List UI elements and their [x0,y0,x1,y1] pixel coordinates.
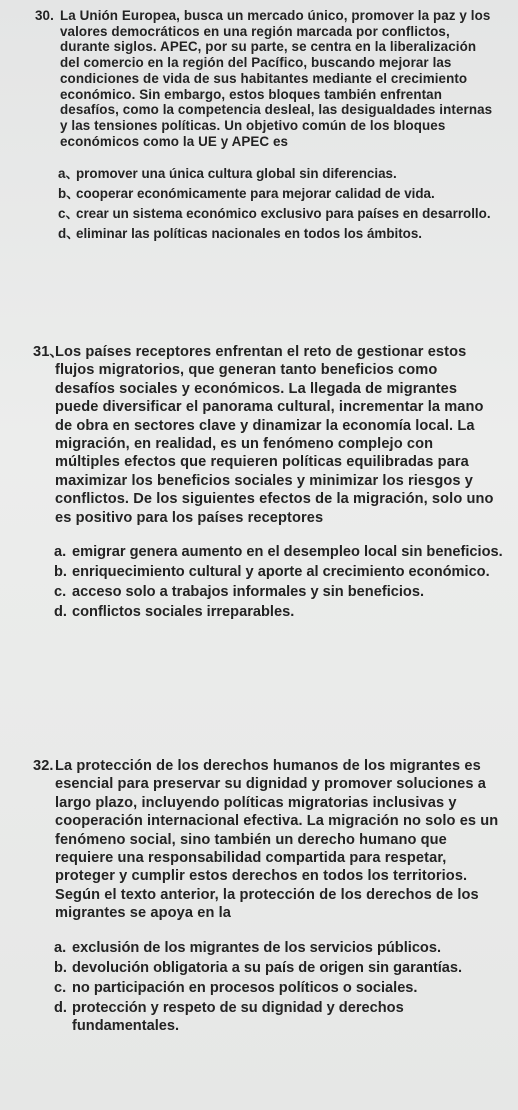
option-b[interactable] [54,959,504,977]
option-a[interactable] [54,543,504,561]
question-number: 30. [35,8,54,23]
option-text: eliminar las políticas nacionales en todos los ámbitos. [76,226,423,242]
option-text: cooperar económicamente para mejorar calidad de vida. [76,186,435,202]
option-d[interactable] [58,225,508,242]
question-number: 32. [33,758,54,774]
option-c[interactable] [54,583,504,601]
option-text: acceso solo a trabajos informales y sin beneficios. [72,584,425,601]
option-text: promover una única cultura global sin diferencias. [76,166,397,182]
options-list [54,543,504,621]
question-stem [33,757,500,923]
option-letter: d. [54,604,67,621]
question-30 [0,8,518,245]
option-letter: c. [54,979,67,996]
option-letter: a、 [58,166,79,182]
option-b[interactable] [54,563,504,581]
option-c[interactable] [58,205,508,222]
question-number: 31、 [33,344,65,360]
option-a[interactable] [58,165,508,182]
question-text: La protección de los derechos humanos de los migrantes es esencial para preservar su dignidad y promover soluciones a largo plazo, incluyendo políticas migratorias inclusivas y cooperación internacional efectiva. La migración no solo es un fenómeno social, sino también un derecho humano que requiere una responsabilidad compartida para respetar, proteger y cumplir estos derechos en todos los territorios. Según el texto anterior, la protección de los derechos de los migrantes se apoya en la [55,758,499,922]
option-text: crear un sistema económico exclusivo para países en desarrollo. [76,206,491,222]
question-31 [0,343,518,623]
option-text: exclusión de los migrantes de los servicios públicos. [72,939,442,956]
option-letter: d、 [58,226,80,242]
option-text: no participación en procesos políticos o sociales. [72,979,418,996]
option-text: conflictos sociales irreparables. [72,604,295,621]
option-text: emigrar genera aumento en el desempleo local sin beneficios. [72,544,503,561]
option-letter: b、 [58,186,80,202]
options-list [58,165,508,242]
option-letter: a. [54,939,67,956]
option-d[interactable] [54,603,504,621]
option-text: devolución obligatoria a su país de origen sin garantías. [72,959,463,976]
question-32 [0,757,518,1037]
option-c[interactable] [54,979,504,997]
option-letter: a. [54,544,67,561]
option-letter: b. [54,564,67,581]
option-letter: d. [54,999,67,1016]
options-list [54,939,504,1035]
option-letter: c. [54,584,67,601]
option-text: enriquecimiento cultural y aporte al crecimiento económico. [72,564,490,581]
option-a[interactable] [54,939,504,957]
option-d[interactable] [54,999,504,1035]
question-stem [33,343,500,527]
question-text: Los países receptores enfrentan el reto de gestionar estos flujos migratorios, que generan tanto beneficios como desafíos sociales y económicos. La llegada de migrantes puede diversificar el panorama cultural, incrementar la mano de obra en sectores clave y dinamizar la economía local. La migración, en realidad, es un fenómeno complejo con múltiples efectos que requieren políticas equilibradas para maximizar los beneficios sociales y minimizar los riesgos y conflictos. De los siguientes efectos de la migración, solo uno es positivo para los países receptores [55,344,494,526]
option-letter: c、 [58,206,79,222]
question-stem [35,8,498,149]
option-b[interactable] [58,185,508,202]
question-text: La Unión Europea, busca un mercado único, promover la paz y los valores democráticos en una región marcada por conflictos, durante siglos. APEC, por su parte, se centra en la liberalización del comercio en la región del Pacífico, buscando mejorar las condiciones de vida de sus habitantes mediante el crecimiento económico. Sin embargo, estos bloques también enfrentan desafíos, como la competencia desleal, las desigualdades internas y las tensiones políticas. Un objetivo común de los bloques económicos como la UE y APEC es [60,8,493,149]
option-text: protección y respeto de su dignidad y derechos fundamentales. [72,999,404,1034]
option-letter: b. [54,959,67,976]
